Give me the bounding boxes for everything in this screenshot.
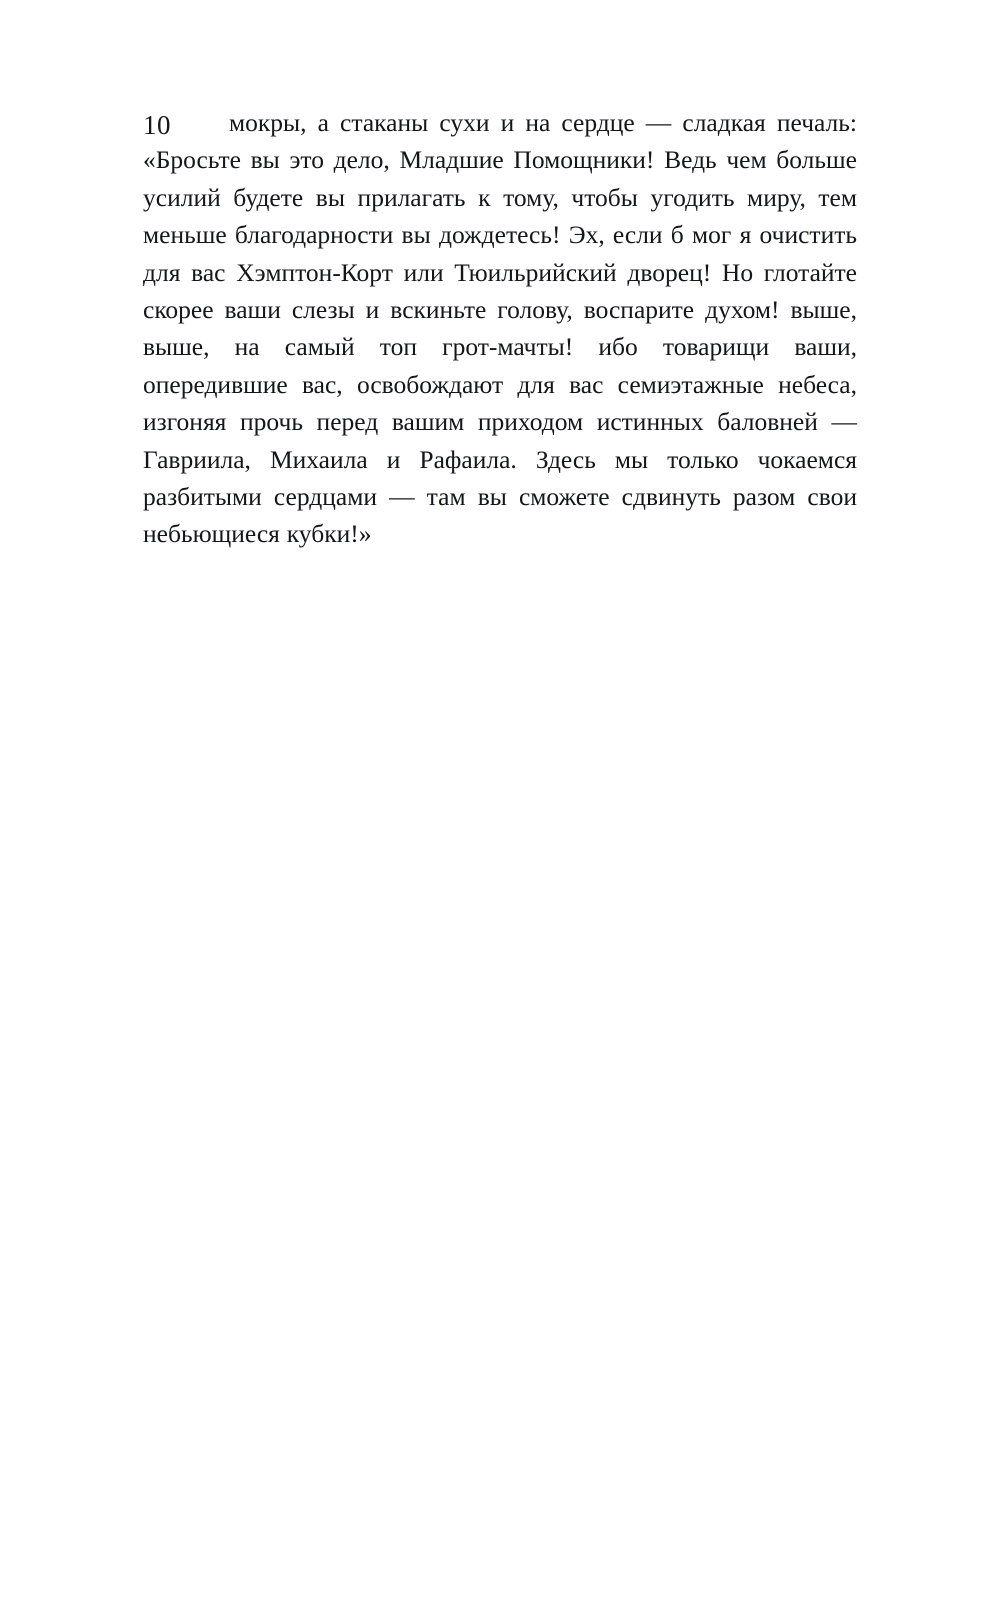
body-paragraph [143, 104, 857, 553]
paragraph-text: мокры, а стаканы сухи и на сердце — сладкая печаль: «Бросьте вы это дело, Младшие Помощники! Ведь чем больше усилий будете вы прилагать к тому, чтобы угодить миру, тем меньше благодарности вы дождетесь! Эх, если б мог я очистить для вас Хэмптон-Корт или Тюильрийский дворец! Но глотайте скорее ваши слезы и вскиньте голову, воспарите духом! выше, выше, на самый топ грот-мачты! ибо товарищи ваши, опередившие вас, освобождают для вас семиэтажные небеса, изгоняя прочь перед вашим приходом истинных баловней — Гавриила, Михаила и Рафаила. Здесь мы только чокаемся разбитыми сердцами — там вы сможете сдвинуть разом свои небьющиеся кубки!» [143, 108, 857, 549]
page-text-block [143, 104, 857, 553]
page-number: 10 [143, 110, 171, 140]
